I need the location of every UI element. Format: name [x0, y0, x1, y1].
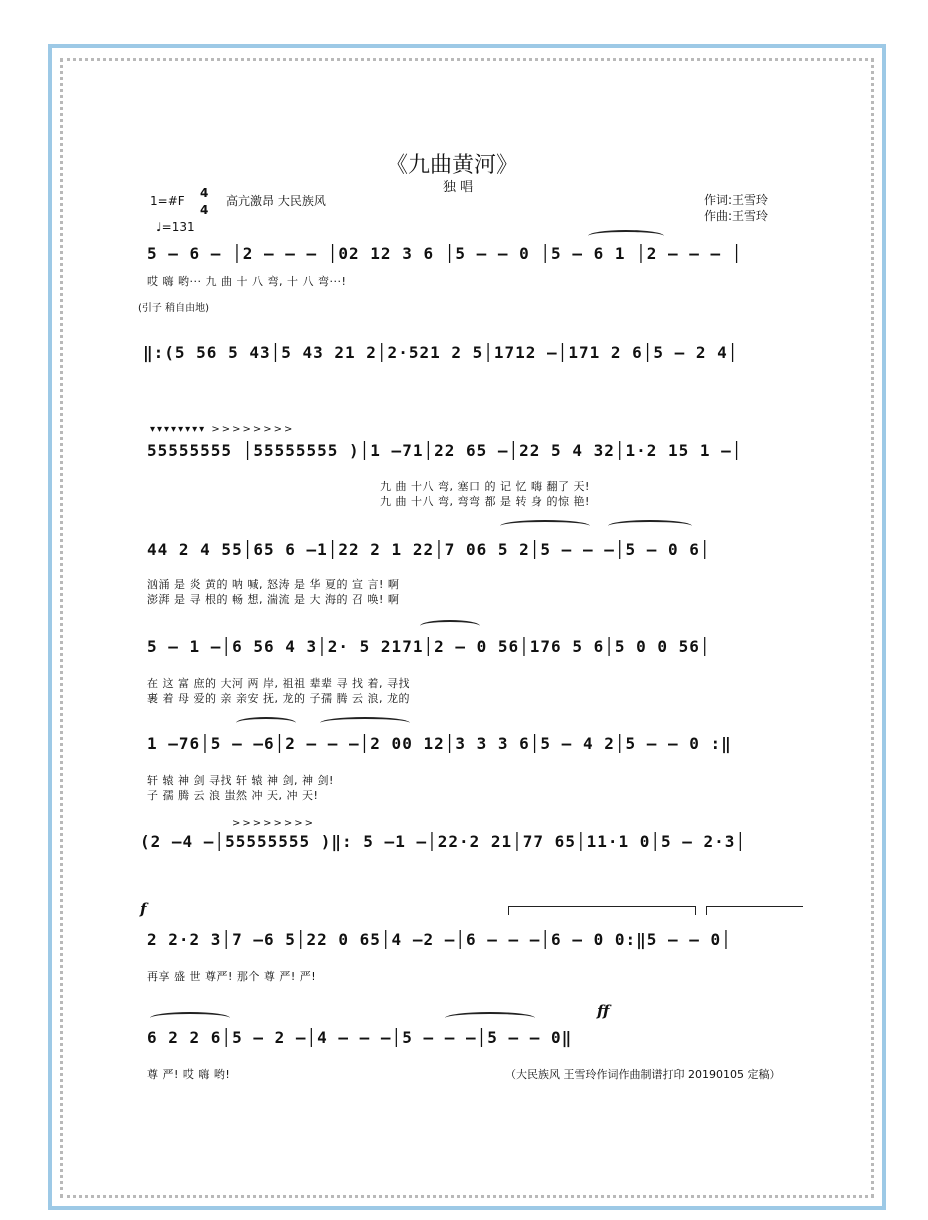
song-title: 《九曲黄河》 [386, 153, 519, 178]
footer-note: （大民族风 王雪玲作词作曲制谱打印 20190105 定稿） [505, 1068, 781, 1081]
time-signature-bottom: 4 [200, 203, 209, 217]
score-line-9-notes: 6 2 2 6│5 – 2 –│4 – – –│5 – – –│5 – – 0‖ [147, 1028, 573, 1047]
score-line-1-lyrics: 哎 嗨 哟··· 九 曲 十 八 弯, 十 八 弯···! [147, 275, 347, 288]
style-marking: 高亢激昂 大民族风 [226, 194, 326, 208]
slur-arc [420, 620, 480, 632]
score-line-5-lyrics-verse-1: 在 这 富 庶的 大河 两 岸, 祖祖 辈辈 寻 找 着, 寻找 [147, 677, 410, 690]
score-line-2-notes: ‖:(5 56 5 43│5 43 21 2│2·521 2 5│1712 –│171 2 6│5 – 2 4│ [143, 343, 739, 362]
score-line-3-notes: 55555555 │55555555 )│1 –71│22 65 –│22 5 4 32│1·2 15 1 –│ [147, 441, 743, 460]
score-line-6-lyrics-verse-2: 子 孺 腾 云 浪 蚩然 冲 天, 冲 天! [147, 789, 319, 802]
song-subtitle: 独 唱 [443, 180, 474, 195]
score-line-5-lyrics-verse-2: 裹 着 母 爱的 亲 亲安 抚, 龙的 子孺 腾 云 浪, 龙的 [147, 692, 410, 705]
slur-arc [500, 520, 590, 532]
score-line-7-notes: (2 –4 –│55555555 )‖: 5 –1 –│22·2 21│77 65│11·1 0│5 – 2·3│ [140, 832, 747, 851]
score-line-3-lyrics-verse-2: 九 曲 十八 弯, 弯弯 都 是 转 身 的惊 艳! [380, 495, 590, 508]
score-line-6-notes: 1 –76│5 – –6│2 – – –│2 00 12│3 3 3 6│5 – 4 2│5 – – 0 :‖ [147, 734, 732, 753]
slur-arc [608, 520, 692, 532]
score-line-8-lyrics: 再享 盛 世 尊严! 那个 尊 严! 严! [147, 970, 317, 983]
dynamic-forte: f [140, 900, 147, 918]
accent-marks: ▾▾▾▾▾▾▾▾ >>>>>>>> [150, 424, 295, 435]
slur-arc [236, 717, 296, 729]
time-signature-top: 4 [200, 186, 209, 200]
slur-arc [445, 1012, 535, 1024]
lyricist-credit: 作词:王雪玲 [704, 193, 769, 207]
score-line-4-lyrics-verse-2: 澎湃 是 寻 根的 畅 想, 湍流 是 大 海的 召 唤! 啊 [147, 593, 400, 606]
score-line-4-notes: 44 2 4 55│65 6 –1│22 2 1 22│7 06 5 2│5 – – –│5 – 0 6│ [147, 540, 711, 559]
slur-arc [150, 1012, 230, 1024]
score-line-1-notes: 5 – 6 – │2 – – – │02 12 3 6 │5 – – 0 │5 – 6 1 │2 – – – │ [147, 244, 743, 263]
score-line-9-lyrics: 尊 严! 哎 嗨 哟! [147, 1068, 231, 1081]
score-line-6-lyrics-verse-1: 轩 辕 神 剑 寻找 轩 辕 神 剑, 神 剑! [147, 774, 334, 787]
composer-credit: 作曲:王雪玲 [704, 209, 769, 223]
score-line-5-notes: 5 – 1 –│6 56 4 3│2· 5 2171│2 – 0 56│176 5 6│5 0 0 56│ [147, 637, 711, 656]
score-line-3-lyrics-verse-1: 九 曲 十八 弯, 塞口 的 记 忆 嗨 翻了 天! [380, 480, 590, 493]
score-line-8-notes: 2 2·2 3│7 –6 5│22 0 65│4 –2 –│6 – – –│6 – 0 0:‖5 – – 0│ [147, 930, 732, 949]
slur-arc [588, 230, 664, 242]
accent-marks-2: >>>>>>>> [232, 818, 316, 829]
key-signature: 1=#F [150, 194, 185, 208]
first-ending-bracket [508, 906, 696, 915]
slur-arc [320, 717, 410, 729]
dynamic-fortissimo: ff [597, 1002, 610, 1020]
intro-label: (引子 稍自由地) [138, 303, 209, 314]
second-ending-bracket [706, 906, 803, 915]
tempo-marking: ♩=131 [156, 220, 195, 234]
score-line-4-lyrics-verse-1: 汹涌 是 炎 黄的 呐 喊, 怒涛 是 华 夏的 宣 言! 啊 [147, 578, 400, 591]
